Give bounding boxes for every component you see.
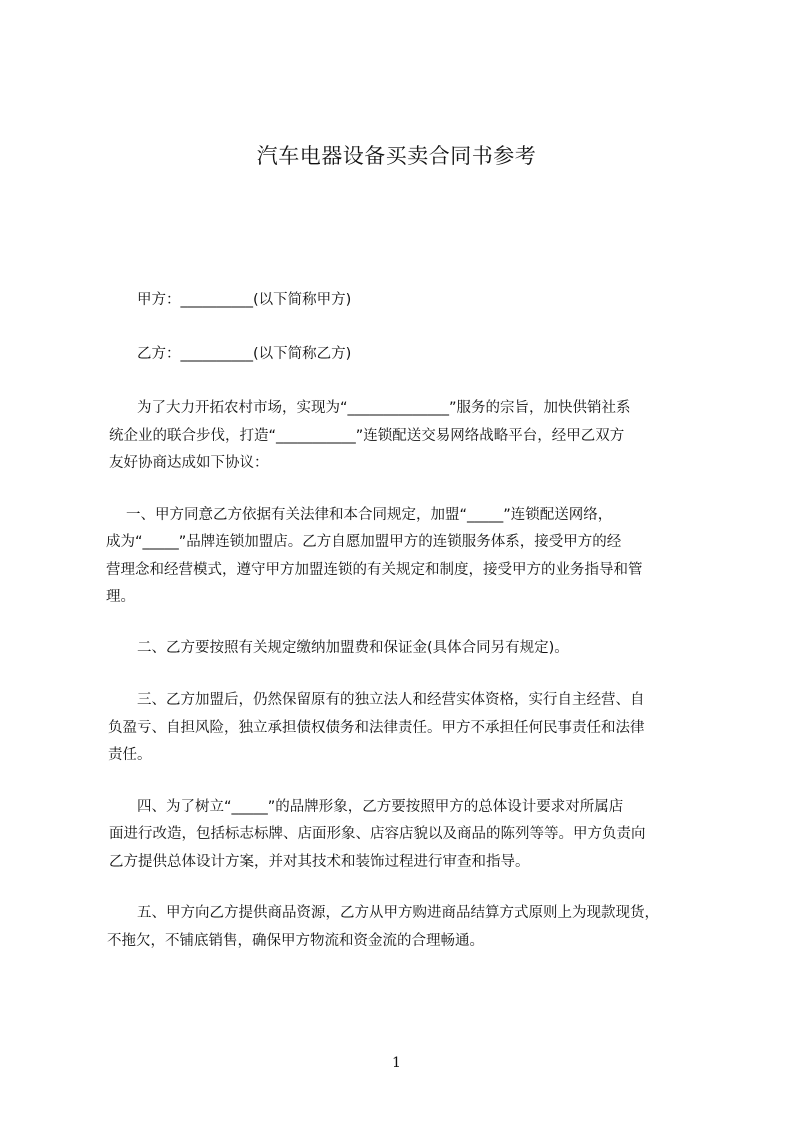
paragraph-line: 二、乙方要按照有关规定缴纳加盟费和保证金(具体合同另有规定)。 bbox=[137, 640, 569, 656]
paragraph-line: 四、为了树立“_____”的品牌形象，乙方要按照甲方的总体设计要求对所属店 bbox=[137, 799, 624, 815]
party-b-line: 乙方：__________(以下简称乙方) bbox=[137, 346, 352, 362]
paragraph-line: 理。 bbox=[106, 589, 135, 605]
paragraph-line: 乙方提供总体设计方案，并对其技术和装饰过程进行审查和指导。 bbox=[109, 854, 530, 870]
paragraph-line: 营理念和经营模式，遵守甲方加盟连锁的有关规定和制度，接受甲方的业务指导和管 bbox=[106, 562, 643, 578]
paragraph-line: 五、甲方向乙方提供商品资源，乙方从甲方购进商品结算方式原则上为现款现货， bbox=[137, 905, 659, 921]
paragraph-line: 为了大力开拓农村市场，实现为“______________”服务的宗旨，加快供销社系 bbox=[137, 400, 631, 416]
page-number: 1 bbox=[392, 1055, 401, 1071]
party-a-line: 甲方：__________(以下简称甲方) bbox=[137, 292, 352, 308]
paragraph-line: 不拖欠，不铺底销售，确保甲方物流和资金流的合理畅通。 bbox=[107, 933, 484, 949]
paragraph-line: 责任。 bbox=[108, 747, 152, 763]
document-title: 汽车电器设备买卖合同书参考 bbox=[256, 144, 537, 168]
paragraph-line: 三、乙方加盟后，仍然保留原有的独立法人和经营实体资格，实行自主经营、自 bbox=[137, 692, 645, 708]
paragraph-line: 成为“_____”品牌连锁加盟店。乙方自愿加盟甲方的连锁服务体系，接受甲方的经 bbox=[106, 534, 622, 550]
paragraph-line: 面进行改造，包括标志标牌、店面形象、店容店貌以及商品的陈列等等。甲方负责向 bbox=[109, 826, 646, 842]
paragraph-line: 友好协商达成如下协议： bbox=[109, 455, 269, 471]
paragraph-line: 一、甲方同意乙方依据有关法律和本合同规定，加盟“_____”连锁配送网络， bbox=[126, 507, 613, 523]
paragraph-line: 负盈亏、自担风险，独立承担债权债务和法律责任。甲方不承担任何民事责任和法律 bbox=[108, 720, 645, 736]
paragraph-line: 统企业的联合步伐，打造“___________”连锁配送交易网络战略平台，经甲乙双方 bbox=[109, 428, 625, 444]
